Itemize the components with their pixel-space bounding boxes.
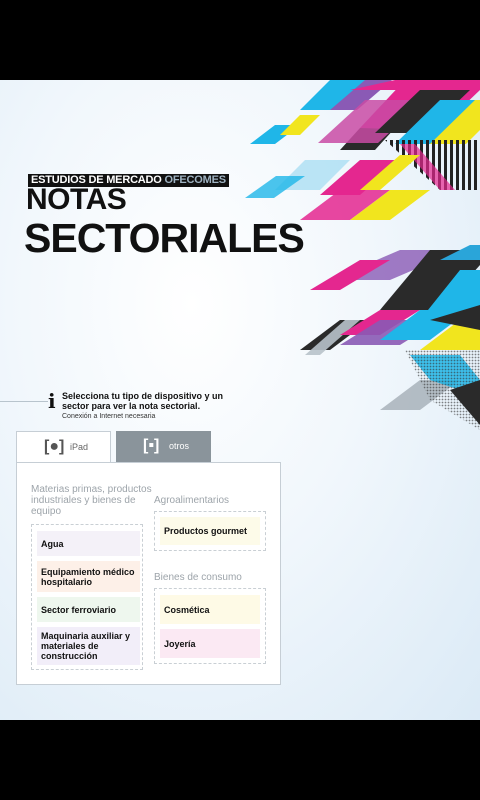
sector-item-agua[interactable]: Agua [37,531,140,556]
info-text: Selecciona tu tipo de dispositivo y un sector para ver la nota sectorial. [62,391,224,411]
info-subtext: Conexión a Internet necesaria [62,413,156,420]
left-column-group [31,524,143,670]
tab-ipad[interactable] [16,431,111,462]
right-group1-heading: Agroalimentarios [154,495,230,506]
page-title-line2: SECTORIALES [24,215,304,261]
info-icon: i [48,389,56,413]
main-content [0,80,480,720]
tab-otros[interactable] [116,431,211,462]
tab-ipad-label: iPad [70,442,89,452]
sector-panel [16,462,281,685]
info-divider [0,401,48,402]
sector-item-ferroviario[interactable]: Sector ferroviario [37,597,140,622]
right-group2-heading: Bienes de consumo [154,572,242,583]
sector-item-gourmet[interactable]: Productos gourmet [160,517,260,545]
kicker-accent: OFECOMES [164,174,226,186]
android-icon: [▪] [143,437,160,454]
right-group2 [154,588,266,664]
page-title-line1: NOTAS [26,183,127,216]
right-group1 [154,511,266,551]
left-column-heading: Materias primas, productos industriales y bienes de equipo [31,484,152,517]
sector-item-joyeria[interactable]: Joyería [160,629,260,658]
apple-icon: [●] [44,438,65,455]
sector-item-equipamiento[interactable]: Equipamiento médico hospitalario [37,561,140,592]
sector-item-cosmetica[interactable]: Cosmética [160,595,260,624]
tab-otros-label: otros [169,441,190,451]
sector-item-maquinaria[interactable]: Maquinaria auxiliar y materiales de construcción [37,627,140,665]
kicker-text: ESTUDIOS DE MERCADO [31,174,162,186]
